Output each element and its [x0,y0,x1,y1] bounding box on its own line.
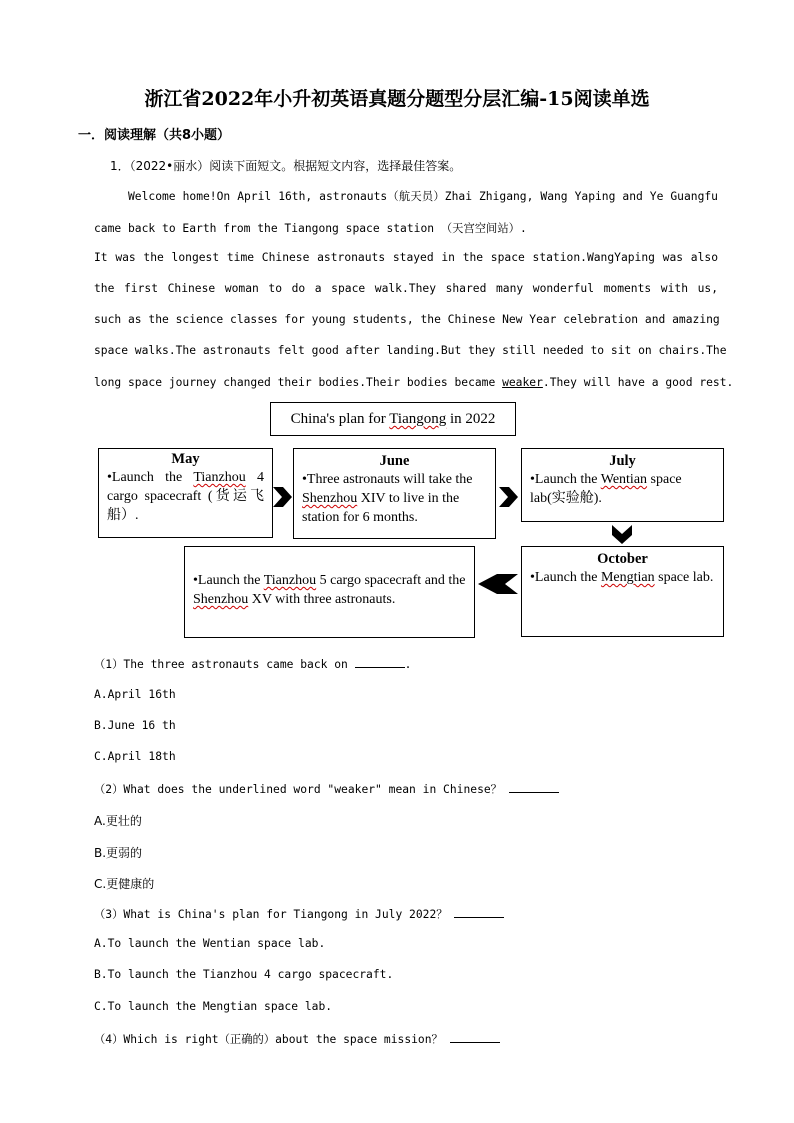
box-text-part: Wentian [600,472,648,487]
question-1: （1）The three astronauts came back on . [94,658,412,671]
page-title: 浙江省2022年小升初英语真题分题型分层汇编-15阅读单选 [144,88,650,110]
arrow-down-icon [611,523,633,545]
question-intro: 1．（2022•丽水）阅读下面短文。根据短文内容，选择最佳答案。 [110,159,462,173]
question-text: （4）Which is right（正确的）about the space mission？ [94,1033,443,1046]
arrow-left-icon [477,573,519,595]
option[interactable]: A.To launch the Wentian space lab. [94,937,326,950]
box-text-part: Tianzhou [193,470,246,485]
box-text-part: Mengtian [600,570,655,585]
plan-title [270,402,516,436]
box-text [530,470,715,508]
question-3 [94,906,504,922]
box-heading: October [597,551,648,567]
box-text-part: •Three astronauts will take the [302,472,473,487]
box-text [302,470,487,527]
plan-box-may [98,448,273,538]
question-text: （1）The three astronauts came back on [94,658,355,671]
question-text: （2）What does the underlined word "weaker" mean in Chinese？ [94,783,502,796]
passage-line-1: Welcome home!On April 16th, astronauts（航天员）Zhai Zhigang, Wang Yaping and Ye Guangfu [128,190,718,203]
answer-blank[interactable] [450,1032,500,1043]
passage-line-2: came back to Earth from the Tiangong space station （天宫空间站）. [94,222,527,235]
question-4 [94,1031,500,1047]
passage-line-6: space walks.The astronauts felt good after landing.But they still needed to sit on chairs.The [94,344,727,357]
plan-box-june [293,448,496,539]
plan-box-july [521,448,724,522]
box-text-part: space lab. [654,570,714,585]
arrow-right-icon [497,486,519,508]
answer-blank[interactable] [454,907,504,918]
option[interactable]: C.To launch the Mengtian space lab. [94,1000,333,1013]
box-text-part: space lab(实验舱). [530,472,682,506]
box-text-part: Shenzhou [193,592,249,607]
box-heading: July [609,453,636,469]
box-text [193,571,466,609]
box-heading: May [171,451,200,467]
plan-title-word: Tiangong [389,411,447,427]
option[interactable]: B.更弱的 [94,846,143,860]
box-text-part: •Launch the [193,573,264,588]
answer-blank[interactable] [509,782,559,793]
box-text-part: 5 cargo spacecraft and the [316,573,466,588]
plan-box-october [521,546,724,637]
plan-title-text: in 2022 [446,411,496,427]
plan-title-text: China's plan for [290,411,390,427]
underlined-word: weaker [502,376,543,389]
box-text-part: •Launch the [107,470,194,485]
passage-line-5: such as the science classes for young students, the Chinese New Year celebration and amazing [94,313,720,326]
box-text [107,468,264,525]
box-text-part: XIV to live in the station for 6 months. [302,491,460,525]
option[interactable]: B.To launch the Tianzhou 4 cargo spacecraft. [94,968,394,981]
passage-text: long space journey changed their bodies.Their bodies became [94,376,503,389]
passage-line-4: the first Chinese woman to do a space walk.They shared many wonderful moments with us, [94,282,718,295]
box-text-part: 4 cargo spacecraft (货运飞船）. [107,470,265,523]
box-text-part: Shenzhou [302,491,358,506]
passage-line-7 [94,376,734,389]
question-text: （3）What is China's plan for Tiangong in July 2022？ [94,908,448,921]
plan-box-final [184,546,475,638]
option[interactable]: A.更壮的 [94,814,142,828]
question-2 [94,781,559,797]
option[interactable]: A.April 16th [94,688,176,701]
arrow-right-icon [271,486,293,508]
box-text-part: Tianzhou [263,573,317,588]
option[interactable]: B.June 16 th [94,719,176,732]
box-text-part: •Launch the [530,570,601,585]
box-text-part: XV with three astronauts. [248,592,396,607]
passage-text: .They will have a good rest. [542,376,734,389]
passage-line-3: It was the longest time Chinese astronauts stayed in the space station.WangYaping was also [94,251,718,264]
option[interactable]: C.更健康的 [94,877,155,891]
answer-blank[interactable] [355,657,405,668]
box-text-part: •Launch the [530,472,601,487]
option[interactable]: C.April 18th [94,750,176,763]
box-text [530,568,715,587]
section-heading: 一．阅读理解（共8小题） [78,128,231,143]
box-heading: June [379,453,410,469]
